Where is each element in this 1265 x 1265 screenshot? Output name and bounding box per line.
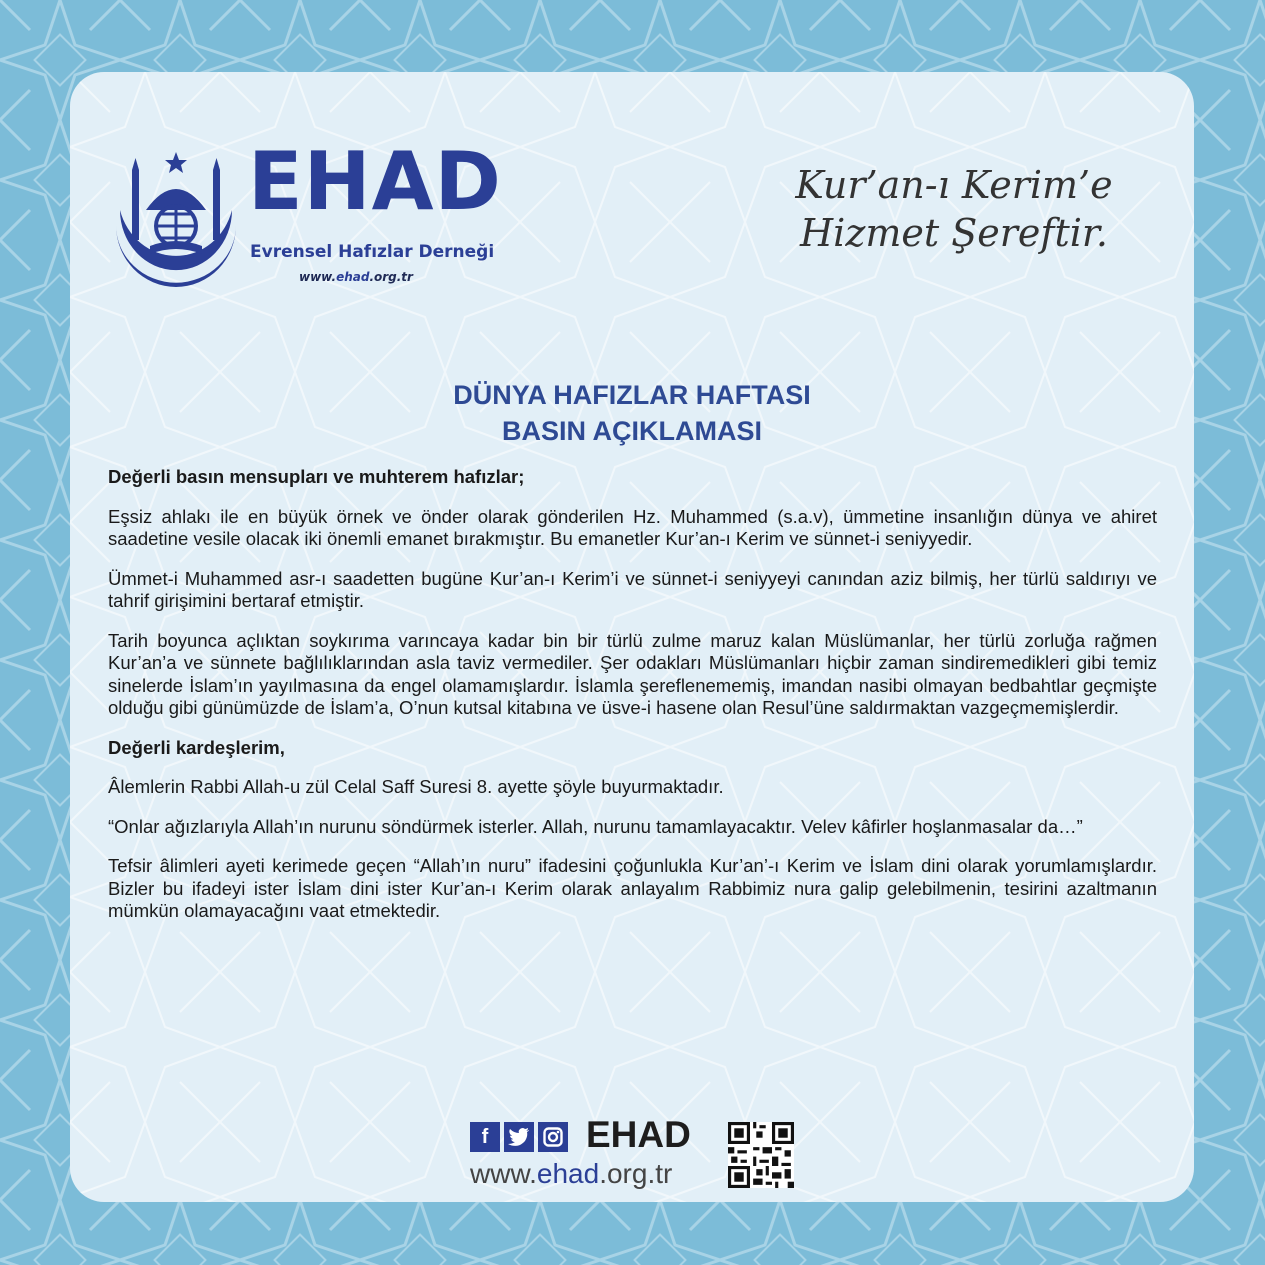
- press-release-card: [70, 72, 1194, 1202]
- qr-code-icon[interactable]: [728, 1122, 794, 1188]
- title-line-1: DÜNYA HAFIZLAR HAFTASI: [453, 380, 811, 410]
- slogan-line-2: Hizmet Şereftir.: [800, 210, 1108, 255]
- logo-subtitle: Evrensel Hafızlar Derneği: [250, 242, 495, 262]
- instagram-camera-icon[interactable]: [538, 1122, 568, 1152]
- slogan: [774, 162, 1134, 257]
- press-release-body: [108, 466, 1157, 940]
- logo-url[interactable]: www.ehad.org.tr: [299, 270, 413, 284]
- facebook-icon[interactable]: f: [470, 1122, 500, 1152]
- title-line-2: BASIN AÇIKLAMASI: [502, 415, 762, 446]
- footer-url[interactable]: www.ehad.org.tr: [470, 1158, 673, 1189]
- paragraph: Ümmet-i Muhammed asr-ı saadetten bugüne Kur’an-ı Kerim’i ve sünnet-i seniyyeyi canından aziz bilmiş, her türlü saldırıyı ve tahrif girişimini bertaraf etmiştir.: [108, 567, 1157, 611]
- footer: [470, 1114, 800, 1200]
- paragraph: Tarih boyunca açlıktan soykırıma varıncaya kadar bin bir türlü zulme maruz kalan Müslümanlar, her türlü zorluğa rağmen Kur’an’a ve sünnete bağlılıklarından asla taviz vermediler. Şer odakları Müslümanları hiçbir zaman sindiremedikleri gibi temiz sinelerde İslam’ın yayılmasına da engel olamamışlardır. İslamla şereflenememiş, imandan nasibi olmayan bedbahtlar geçmişte olduğu gibi günümüzde de İslam’a, O’nun kutsal kitabına ve üsve-i hasene olan Resul’üne saldırmaktan vazgeçmemişlerdir.: [108, 629, 1157, 718]
- slogan-line-1: Kur’an-ı Kerim’e: [795, 163, 1113, 207]
- crescent-mosque-book-globe-icon: [106, 150, 246, 300]
- salutation: Değerli kardeşlerim,: [108, 736, 285, 758]
- paragraph: Âlemlerin Rabbi Allah-u zül Celal Saff Suresi 8. ayette şöyle buyurmaktadır.: [108, 776, 724, 797]
- paragraph: Tefsir âlimleri ayeti kerimede geçen “Allah’ın nuru” ifadesini çoğunlukla Kur’an’-ı Kerim ve İslam dini olarak yorumlamışlardır. Bizler bu ifadeyi ister İslam dini ister Kur’an-ı Kerim olarak anlayalım Rabbimiz nura galip gelebilmenin, tesirini azaltmanın mümkün olamayacağını vaat etmektedir.: [108, 855, 1157, 921]
- ehad-logo: [106, 135, 536, 300]
- logo-title: EHAD: [248, 135, 502, 228]
- paragraph: Eşsiz ahlakı ile en büyük örnek ve önder olarak gönderilen Hz. Muhammed (s.a.v), ümmetine insanlığın dünya ve ahiret saadetine vesile olacak iki önemli emanet bırakmıştır. Bu emanetler Kur’an-ı Kerim ve sünnet-i seniyyedir.: [108, 505, 1157, 549]
- social-icons: [470, 1122, 568, 1152]
- quote-paragraph: “Onlar ağızlarıyla Allah’ın nurunu söndürmek isterler. Allah, nurunu tamamlayacaktır. Velev kâfirler hoşlanmasalar da…”: [108, 815, 1083, 837]
- twitter-bird-icon[interactable]: [504, 1122, 534, 1152]
- footer-brand: EHAD: [586, 1114, 691, 1155]
- salutation: Değerli basın mensupları ve muhterem hafızlar;: [108, 466, 525, 487]
- page-title: [70, 378, 1194, 449]
